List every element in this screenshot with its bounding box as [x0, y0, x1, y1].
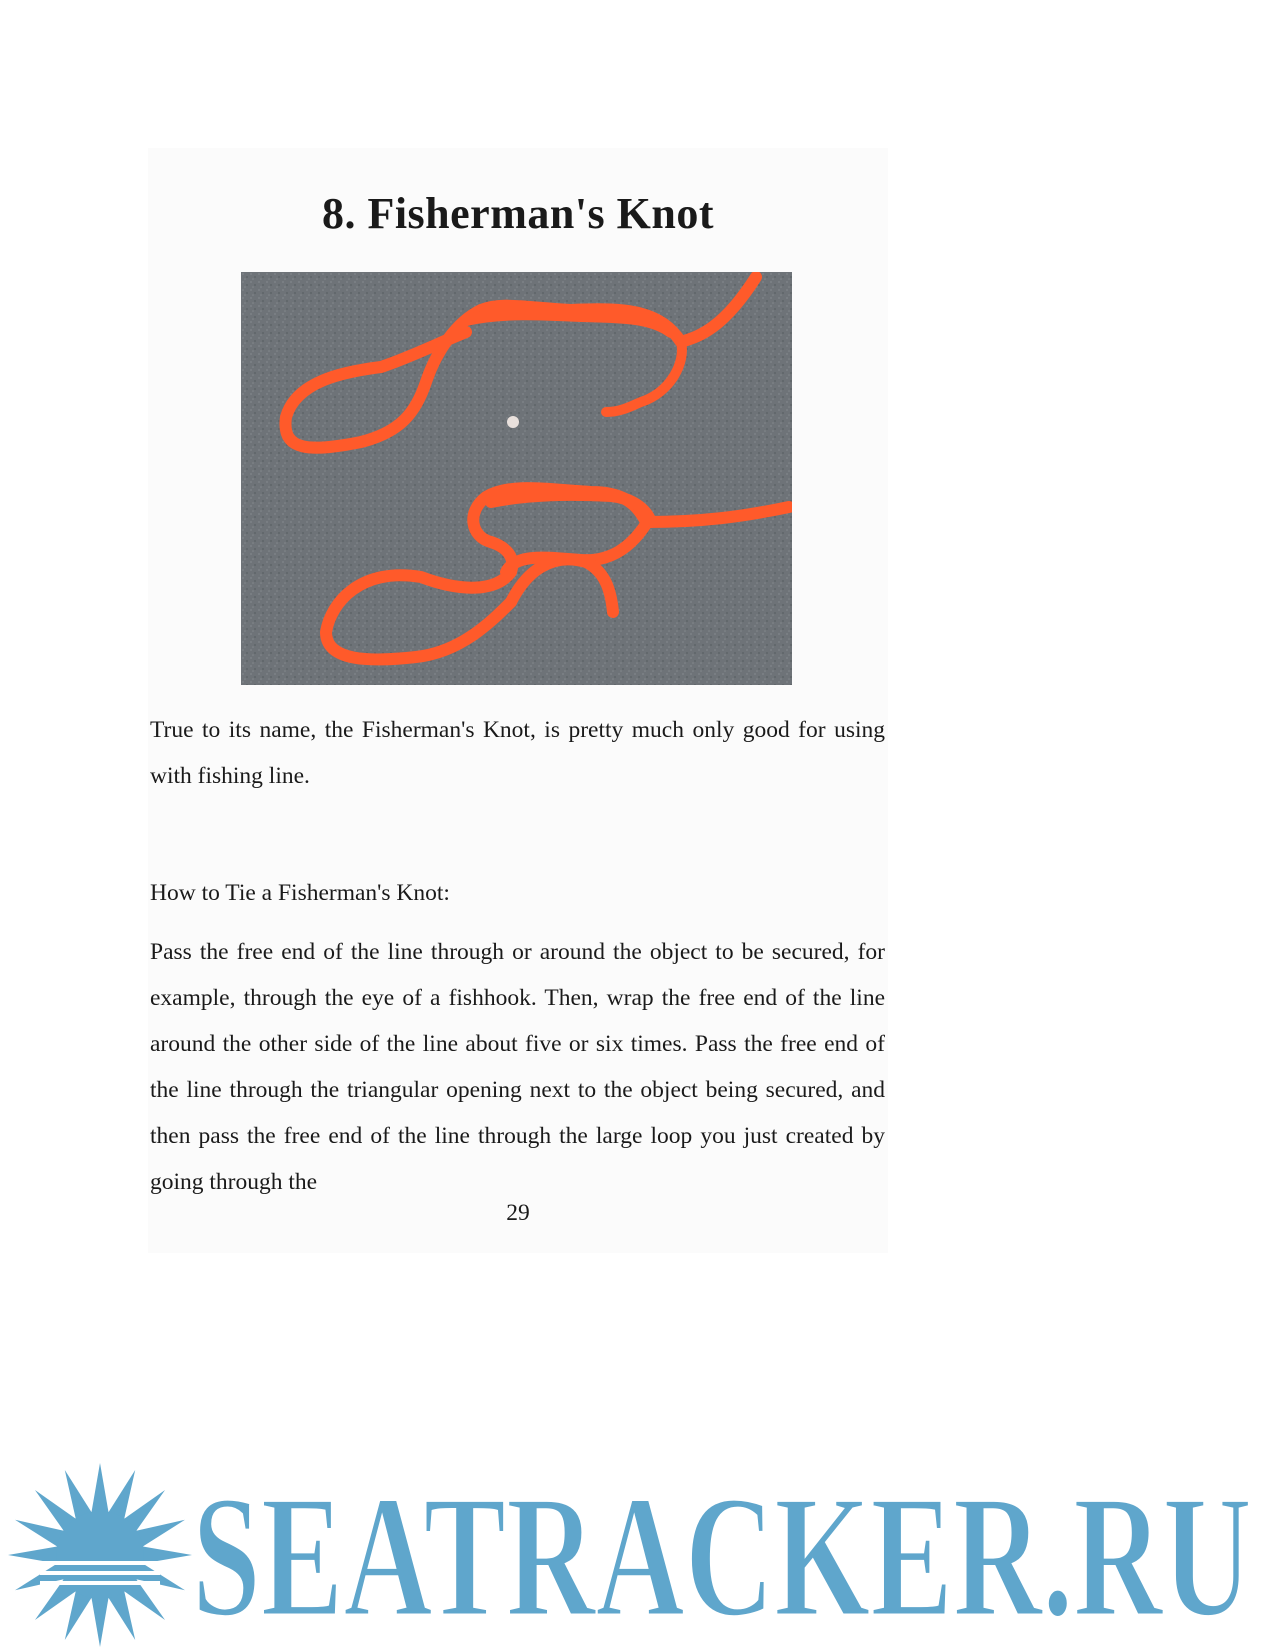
instructions-paragraph: Pass the free end of the line through or around the object to be secured, for example, through the eye of a fishhook. Then, wrap the free end of the line around the other side of the line about five or six times. Pass the free end of the line through the triangular opening next to the object being secured, and then pass the free end of the line through the large loop you just created by going through the: [150, 939, 885, 1195]
knot-photo: [241, 272, 792, 685]
intro-paragraph: True to its name, the Fisherman's Knot, is pretty much only good for using with fishing line.: [150, 717, 885, 789]
section-heading: How to Tie a Fisherman's Knot:: [150, 880, 450, 906]
sun-icon: [8, 1463, 192, 1647]
page-title: 8. Fisherman's Knot: [321, 189, 715, 238]
watermark-text: SEATRACKER.RU: [192, 1459, 1252, 1650]
page-number: 29: [506, 1200, 530, 1226]
watermark: [0, 1455, 1275, 1650]
